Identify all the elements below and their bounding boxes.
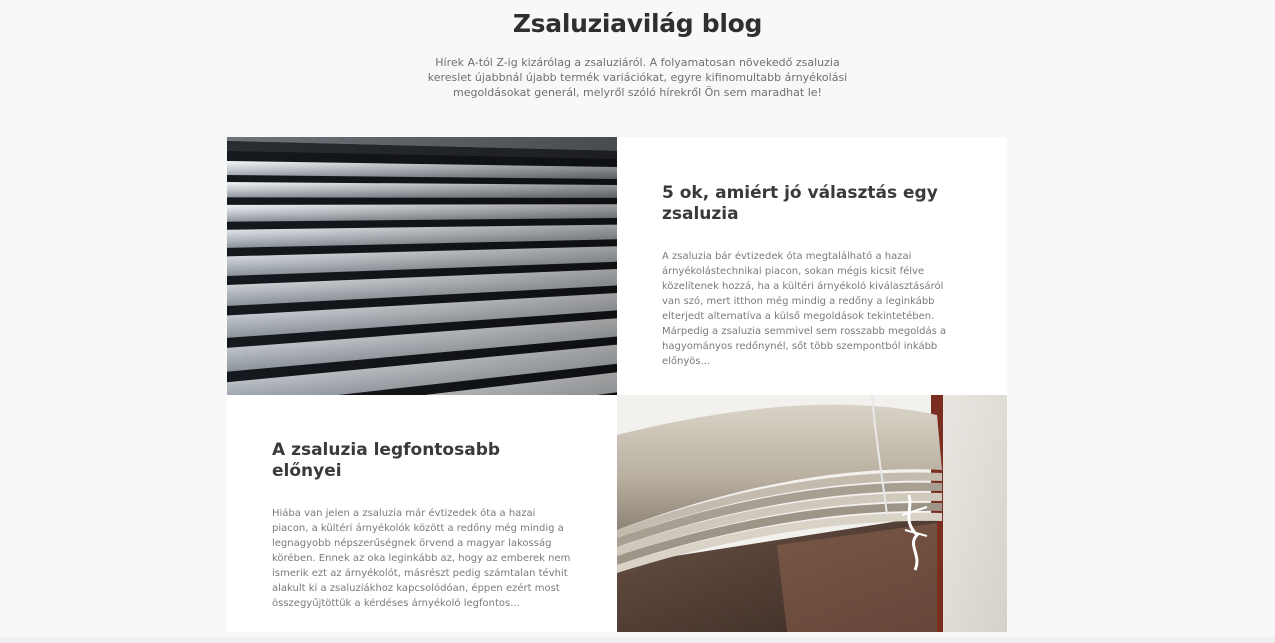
page-intro: Hírek A-tól Z-ig kizárólag a zsaluziáról. A folyamatosan növekedő zsaluzia kereslet újabbnál újabb termék variációkat, egyre kifinomultabb árnyékolási megoldásokat generál, melyről szóló hírekről Ön sem maradhat le! [427, 56, 848, 99]
post-1-image[interactable] [227, 137, 617, 395]
post-2-title[interactable]: A zsaluzia legfontosabb előnyei [272, 440, 501, 481]
post-2-card[interactable] [227, 395, 617, 632]
post-2-image[interactable] [617, 395, 1007, 632]
page-bottom-shadow [0, 635, 1275, 643]
post-2-excerpt: Hiába van jelen a zsaluzia már évtizedek óta a hazai piacon, a kültéri árnyékolók között a redőny még mindig a legnagyobb népszerűségnek örvend a magyar lakosság körében. Ennek az oka leginkább az, hogy az emberek nem ismerik ezt az árnyékolót, másrészt pedig számtalan tévhit alakult ki a zsaluziákhoz kapcsolódóan, éppen ezért most összegyűjtöttük a kérdéses árnyékoló legfontos... [272, 508, 571, 609]
blog-header [0, 0, 1275, 100]
page-title: Zsaluziavilág blog [512, 9, 763, 38]
post-1-title[interactable]: 5 ok, amiért jó választás egy zsaluzia [662, 183, 938, 224]
window-blind-closeup-photo-icon [227, 137, 617, 395]
post-grid [227, 137, 1007, 632]
raised-blind-window-photo-icon [617, 395, 1007, 632]
post-1-excerpt: A zsaluzia bár évtizedek óta megtalálható a hazai árnyékolástechnikai piacon, sokan mégis kicsit félve közelítenek hozzá, ha a kültéri árnyékoló kiválasztásáról van szó, mert itthon még mindig a redőny a leginkább elterjedt alternatíva a külső megoldások tekintetében. Márpedig a zsaluzia semmivel sem rosszabb megoldás a hagyományos redőnynél, sőt több szempontból inkább előnyös... [662, 251, 947, 367]
post-1-card[interactable] [617, 137, 1007, 395]
